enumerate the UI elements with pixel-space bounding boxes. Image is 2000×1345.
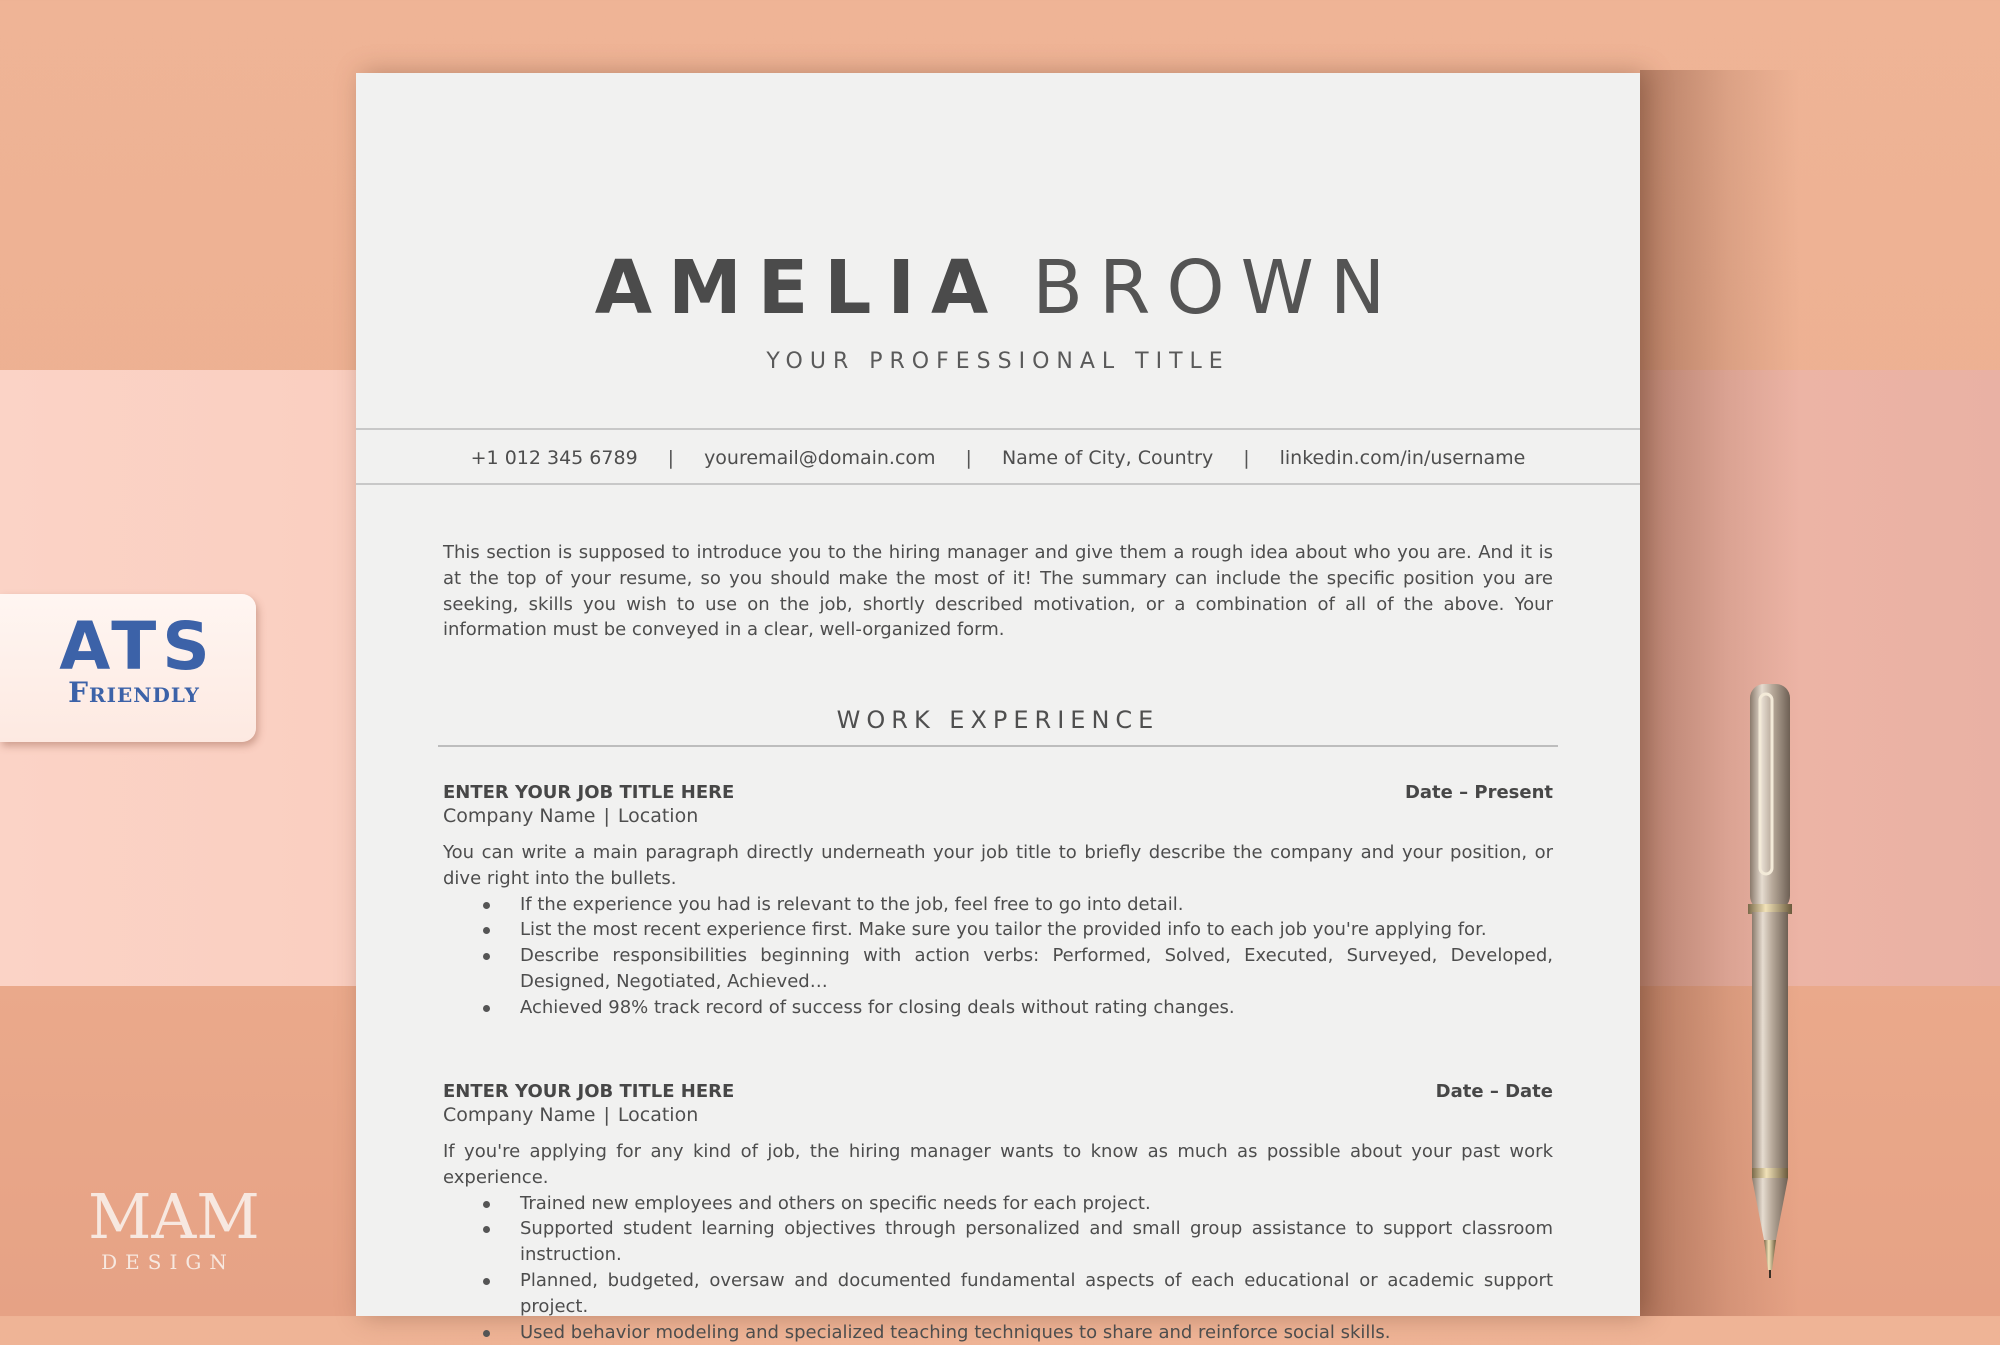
contact-separator: | [1243,447,1250,469]
list-item: Supported student learning objectives through personalized and small group assistance to support classroom instruction. [520,1216,1553,1268]
list-item: Planned, budgeted, oversaw and documented fundamental aspects of each educational or academic support project. [520,1268,1553,1320]
section-rule [438,745,1558,747]
job-entry-1 [443,782,1553,1021]
job-paragraph: If you're applying for any kind of job, the hiring manager wants to know as much as possible about your past work experience. [443,1141,1553,1188]
contact-location: Name of City, Country [1001,447,1214,469]
list-item: Describe responsibilities beginning with action verbs: Performed, Solved, Executed, Surveyed, Developed, Designed, Negotiated, Achieved… [520,943,1553,995]
job-company: Company Name [443,1104,596,1126]
list-item: List the most recent experience first. Make sure you tailor the provided info to each job you're applying for. [520,917,1553,943]
ats-friendly-badge [0,594,256,742]
job-location: Location [617,1104,699,1126]
job-date: Date – Date [1435,1081,1553,1102]
contact-bar [356,443,1640,473]
brand-logo-sub: DESIGN [101,1250,235,1274]
pen-icon [1742,680,1798,1280]
company-separator: | [603,805,610,827]
job-title: ENTER YOUR JOB TITLE HERE [443,782,735,803]
badge-line-1: ATS [59,608,216,685]
company-separator: | [603,1104,610,1126]
candidate-name [356,243,1640,333]
last-name: BROWN [1032,245,1402,331]
professional-title: YOUR PROFESSIONAL TITLE [766,349,1230,374]
contact-linkedin: linkedin.com/in/username [1279,447,1526,469]
job-date: Date – Present [1404,782,1553,803]
summary-paragraph: This section is supposed to introduce you to the hiring manager and give them a rough idea about who you are. And it is at the top of your resume, so you should make the most of it! The summary can include the specific position you are seeking, skills you wish to use on the job, shortly described motivation, or a combination of all of the above. Your information must be conveyed in a clear, well-organized form. [443,542,1553,641]
job-company-line [443,805,1553,827]
list-item: If the experience you had is relevant to the job, feel free to go into detail. [520,892,1553,918]
header-rule-bottom [356,483,1640,485]
contact-email: youremail@domain.com [704,447,936,469]
section-heading-work-experience: WORK EXPERIENCE [836,706,1160,734]
job-bullets [443,1191,1553,1345]
list-item: Used behavior modeling and specialized teaching techniques to share and reinforce social skills. [520,1320,1553,1345]
list-item: Trained new employees and others on specific needs for each project. [520,1191,1553,1217]
header-rule-top [356,428,1640,430]
contact-separator: | [965,447,972,469]
job-entry-2 [443,1081,1553,1345]
contact-separator: | [667,447,675,469]
job-company-line [443,1104,1553,1126]
brand-logo-mark: MAM [88,1180,260,1253]
first-name: AMELIA [594,245,1005,331]
job-paragraph: You can write a main paragraph directly underneath your job title to briefly describe the company and your position, or dive right into the bullets. [443,842,1553,889]
job-company: Company Name [443,805,596,827]
list-item: Achieved 98% track record of success for closing deals without rating changes. [520,995,1553,1021]
contact-phone: +1 012 345 6789 [470,447,638,469]
job-location: Location [617,805,699,827]
job-bullets [443,892,1553,1021]
badge-line-2: Friendly [68,676,200,709]
job-title: ENTER YOUR JOB TITLE HERE [443,1081,735,1102]
resume-page [356,73,1640,1343]
